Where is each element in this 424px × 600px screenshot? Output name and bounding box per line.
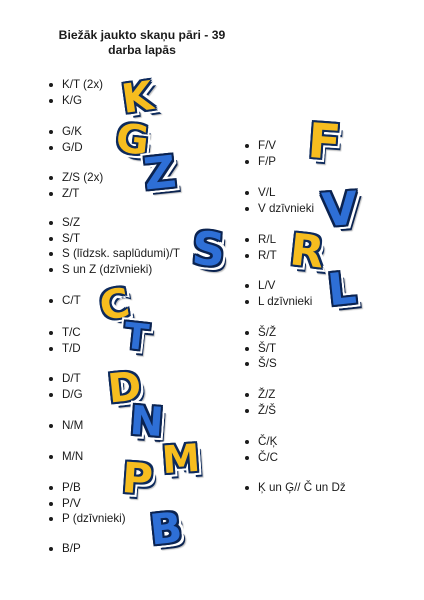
list-item [49, 170, 103, 186]
bullet-icon [245, 238, 249, 242]
right_groups-group [245, 434, 278, 465]
list-item-text: M/N [62, 450, 84, 463]
letter-l-icon [325, 262, 359, 317]
list-item-text: G/D [62, 140, 83, 154]
list-item [49, 93, 103, 109]
list-item [245, 201, 314, 217]
list-item [245, 278, 312, 294]
list-item [49, 186, 103, 202]
list-item-text: Z/T [62, 186, 80, 200]
list-item [49, 387, 83, 403]
list-item-text: F/P [258, 154, 277, 168]
letter-glyph: D [105, 363, 144, 413]
letter-glyph: L [325, 262, 359, 317]
bullet-icon [49, 99, 53, 103]
list-item [49, 262, 180, 278]
list-item [245, 154, 276, 170]
list-item [245, 232, 277, 248]
list-item-text: R/L [258, 233, 277, 246]
left_groups-group [49, 77, 103, 108]
letter-glyph: S [190, 220, 227, 278]
bullet-icon [49, 221, 53, 225]
letter-v-icon [320, 180, 360, 238]
letter-glyph: C [96, 279, 134, 331]
left_groups-group [49, 293, 81, 309]
bullet-icon [245, 300, 249, 304]
bullet-icon [49, 455, 53, 459]
list-item-text: T/D [62, 341, 81, 355]
letter-r-icon [287, 224, 327, 279]
list-item [49, 418, 83, 434]
list-item-text: D/T [62, 372, 81, 385]
left_groups-group [49, 371, 83, 402]
bullet-icon [49, 268, 53, 272]
letter-p-icon [120, 452, 155, 505]
list-item-text: N/M [62, 419, 84, 432]
list-item-text: Ž/Š [258, 403, 277, 417]
title-line-2: darba lapās [108, 43, 176, 57]
list-item-text: P/B [62, 481, 81, 494]
right_groups-group [245, 480, 346, 496]
list-item-text: S/Z [62, 216, 81, 229]
letter-b-icon [147, 502, 185, 555]
bullet-icon [49, 347, 53, 351]
letter-t-icon [121, 315, 151, 360]
list-item-text: P/V [62, 496, 81, 510]
list-item [49, 325, 81, 341]
bullet-icon [245, 191, 249, 195]
list-item [49, 246, 180, 262]
bullet-icon [245, 486, 249, 490]
list-item-text: K/T (2x) [62, 78, 104, 91]
letter-glyph: G [113, 115, 152, 165]
list-item-text: T/C [62, 326, 81, 339]
bullet-icon [245, 331, 249, 335]
left_groups-group [49, 449, 83, 465]
list-item [245, 185, 314, 201]
bullet-icon [49, 130, 53, 134]
letter-m-icon [160, 435, 202, 483]
list-item [49, 140, 83, 156]
letter-glyph: K [118, 73, 157, 123]
letter-glyph: P [120, 452, 155, 505]
list-item [245, 387, 276, 403]
list-item [49, 77, 103, 93]
list-item [245, 434, 278, 450]
list-item-text: Z/S (2x) [62, 171, 104, 184]
list-item-text: Č/C [258, 450, 278, 464]
list-item [49, 371, 83, 387]
letter-glyph: M [160, 435, 202, 483]
list-item-text: K/G [62, 93, 82, 107]
list-item-text: G/K [62, 125, 82, 138]
bullet-icon [245, 440, 249, 444]
list-item [245, 480, 346, 496]
bullet-icon [245, 456, 249, 460]
bullet-icon [245, 362, 249, 366]
left_groups-group [49, 215, 180, 277]
left_groups-group [49, 124, 83, 155]
list-item-text: Ž/Z [258, 388, 276, 401]
right_groups-group [245, 232, 277, 263]
letter-glyph: N [128, 397, 166, 447]
bullet-icon [49, 517, 53, 521]
right_groups-group [245, 138, 276, 169]
letter-n-icon [128, 397, 166, 447]
bullet-icon [49, 547, 53, 551]
list-item [245, 403, 276, 419]
bullet-icon [49, 299, 53, 303]
list-item-text: Č/Ķ [258, 435, 278, 448]
page-title [0, 28, 284, 58]
letter-z-icon [141, 146, 179, 201]
right_groups-group [245, 325, 277, 372]
letter-glyph: F [306, 112, 343, 172]
list-item [49, 541, 81, 557]
list-item-text: Š/Ž [258, 326, 277, 339]
bullet-icon [49, 176, 53, 180]
letter-glyph: V [320, 180, 360, 238]
list-item-text: S un Z (dzīvnieki) [62, 262, 153, 276]
bullet-icon [49, 192, 53, 196]
left_groups-group [49, 325, 81, 356]
bullet-icon [245, 207, 249, 211]
bullet-icon [49, 486, 53, 490]
list-item [49, 124, 83, 140]
left_groups-group [49, 541, 81, 557]
bullet-icon [245, 347, 249, 351]
letter-k-icon [118, 73, 157, 123]
left_groups-group [49, 480, 126, 527]
list-item [49, 511, 126, 527]
list-item-text: S (līdzsk. saplūdumi)/T [62, 247, 180, 260]
bullet-icon [49, 377, 53, 381]
bullet-icon [49, 424, 53, 428]
bullet-icon [245, 160, 249, 164]
list-item [245, 325, 277, 341]
list-item [245, 356, 277, 372]
list-item [49, 341, 81, 357]
list-item-text: F/V [258, 139, 277, 152]
bullet-icon [245, 393, 249, 397]
letter-glyph: T [121, 315, 151, 360]
letter-s-icon [190, 220, 227, 278]
list-item-text: B/P [62, 542, 81, 555]
bullet-icon [245, 409, 249, 413]
list-item-text: P (dzīvnieki) [62, 512, 126, 525]
list-item [245, 341, 277, 357]
bullet-icon [245, 144, 249, 148]
list-item-text: C/T [62, 294, 81, 307]
bullet-icon [49, 237, 53, 241]
bullet-icon [49, 146, 53, 150]
bullet-icon [49, 331, 53, 335]
right_groups-group [245, 387, 276, 418]
list-item-text: Š/S [258, 357, 277, 370]
list-item-text: V dzīvnieki [258, 201, 315, 215]
list-item [49, 293, 81, 309]
list-item [245, 294, 312, 310]
list-item [245, 248, 277, 264]
left_groups-group [49, 170, 103, 201]
list-item [49, 480, 126, 496]
list-item [245, 450, 278, 466]
right_groups-group [245, 278, 312, 309]
list-item-text: R/T [258, 248, 277, 262]
list-item [49, 215, 180, 231]
list-item-text: D/G [62, 387, 83, 401]
letter-glyph: B [147, 502, 185, 555]
list-item-text: Ķ un Ģ// Č un Dž [258, 481, 346, 494]
title-line-1: Biežāk jaukto skaņu pāri - 39 [58, 28, 226, 42]
right_groups-group [245, 185, 314, 216]
list-item [245, 138, 276, 154]
bullet-icon [245, 254, 249, 258]
list-item [49, 231, 180, 247]
bullet-icon [49, 502, 53, 506]
list-item-text: L/V [258, 279, 276, 292]
list-item [49, 449, 83, 465]
left_groups-group [49, 418, 83, 434]
letter-glyph: R [287, 224, 327, 279]
bullet-icon [49, 83, 53, 87]
list-item-text: L dzīvnieki [258, 294, 313, 308]
letter-f-icon [306, 112, 343, 172]
list-item-text: V/L [258, 186, 276, 199]
bullet-icon [49, 393, 53, 397]
letter-glyph: Z [141, 146, 179, 201]
bullet-icon [49, 252, 53, 256]
list-item [49, 496, 126, 512]
bullet-icon [245, 284, 249, 288]
list-item-text: S/T [62, 231, 81, 245]
list-item-text: Š/T [258, 341, 277, 355]
